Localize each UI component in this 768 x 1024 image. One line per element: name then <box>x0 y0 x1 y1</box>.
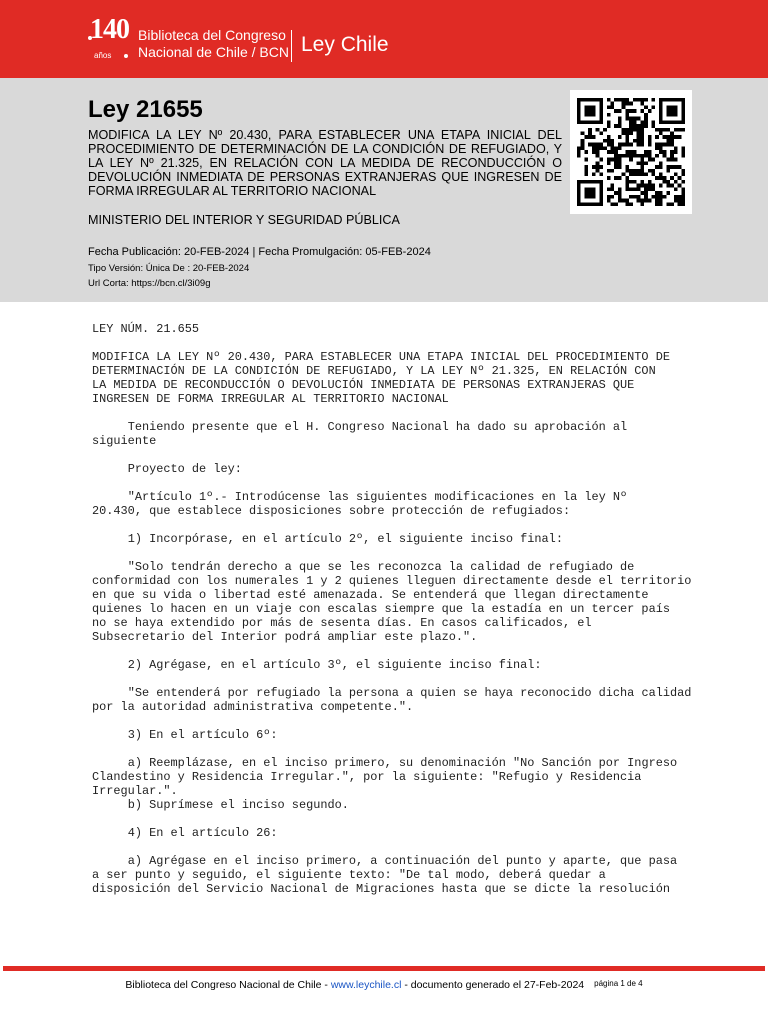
brand-line-1: Biblioteca del Congreso <box>138 27 286 43</box>
page-number: página 1 de 4 <box>594 979 643 988</box>
body-paragraph: 4) En el artículo 26: <box>92 826 278 840</box>
law-body <box>92 322 732 896</box>
ministry-name: MINISTERIO DEL INTERIOR Y SEGURIDAD PÚBLICA <box>88 213 400 227</box>
footer-divider <box>3 966 765 971</box>
bcn-140-anos-logo <box>88 14 130 66</box>
law-subtitle: MODIFICA LA LEY Nº 20.430, PARA ESTABLECER UNA ETAPA INICIAL DEL PROCEDIMIENTO DE DETERMINACIÓN DE LA CONDICIÓN DE REFUGIADO, Y LA LEY Nº 21.325, EN RELACIÓN CON LA MEDIDA DE RECONDUCCIÓN O DEVOLUCIÓN INMEDIATA DE PERSONAS EXTRANJERAS QUE INGRESEN DE FORMA IRREGULAR AL TERRITORIO NACIONAL <box>88 128 562 198</box>
footer-prefix: Biblioteca del Congreso Nacional de Chile - <box>125 979 331 991</box>
body-paragraph: 1) Incorpórase, en el artículo 2º, el siguiente inciso final: <box>92 532 563 546</box>
body-paragraph: 2) Agrégase, en el artículo 3º, el siguiente inciso final: <box>92 658 542 672</box>
body-paragraph: "Artículo 1º.- Introdúcense las siguientes modificaciones en la ley Nº 20.430, que establece disposiciones sobre protección de refugiados: <box>92 490 628 518</box>
top-banner <box>0 0 768 78</box>
body-paragraph: a) Reemplázase, en el inciso primero, su denominación "No Sanción por Ingreso Clandestino y Residencia Irregular.", por la siguiente: "Refugio y Residencia Irregular.". b) Suprímese el inciso segundo. <box>92 756 678 812</box>
body-paragraph: Teniendo presente que el H. Congreso Nacional ha dado su aprobación al siguiente <box>92 420 628 448</box>
qr-code-icon <box>577 97 685 207</box>
body-paragraph: a) Agrégase en el inciso primero, a continuación del punto y aparte, que pasa a ser punto y seguido, el siguiente texto: "De tal modo, deberá quedar a disposición del Servicio Nacional de Migraciones hasta que se dicte la resolución <box>92 854 678 896</box>
law-title: Ley 21655 <box>88 96 203 123</box>
qr-code <box>570 90 692 214</box>
brand-divider <box>291 30 292 62</box>
body-paragraph: MODIFICA LA LEY Nº 20.430, PARA ESTABLECER UNA ETAPA INICIAL DEL PROCEDIMIENTO DE DETERMINACIÓN DE LA CONDICIÓN DE REFUGIADO, Y LA LEY Nº 21.325, EN RELACIÓN CON LA MEDIDA DE RECONDUCCIÓN O DEVOLUCIÓN INMEDIATA DE PERSONAS EXTRANJERAS QUE INGRESEN DE FORMA IRREGULAR AL TERRITORIO NACIONAL <box>92 350 670 406</box>
body-paragraph: "Se entenderá por refugiado la persona a quien se haya reconocido dicha calidad por la autoridad administrativa competente.". <box>92 686 692 714</box>
body-paragraph: Proyecto de ley: <box>92 462 242 476</box>
ley-chile-logo[interactable]: Ley Chile <box>301 33 389 56</box>
short-url[interactable]: Url Corta: https://bcn.cl/3i09g <box>88 278 211 289</box>
logo-number: 140 <box>90 14 129 45</box>
publication-dates: Fecha Publicación: 20-FEB-2024 | Fecha Promulgación: 05-FEB-2024 <box>88 246 431 258</box>
page-footer <box>0 977 768 992</box>
body-paragraph: 3) En el artículo 6º: <box>92 728 278 742</box>
footer-suffix: - documento generado el 27-Feb-2024 <box>401 979 585 991</box>
footer-link[interactable]: www.leychile.cl <box>330 979 402 991</box>
logo-anos: años <box>94 51 112 60</box>
body-paragraph: "Solo tendrán derecho a que se les reconozca la calidad de refugiado de conformidad con los numerales 1 y 2 quienes lleguen directamente desde el territorio en que su vida o libertad esté amenazada. Se entenderá que llegan directamente quienes lo hacen en un viaje con escalas siempre que la estadía en un tercer país no se haya extendido por más de sesenta días. En casos calificados, el Subsecretario del Interior podrá ampliar este plazo.". <box>92 560 692 644</box>
bcn-brand[interactable] <box>138 27 289 61</box>
brand-line-2: Nacional de Chile / BCN <box>138 44 289 60</box>
version-type: Tipo Versión: Única De : 20-FEB-2024 <box>88 263 250 274</box>
body-paragraph: LEY NÚM. 21.655 <box>92 322 200 336</box>
